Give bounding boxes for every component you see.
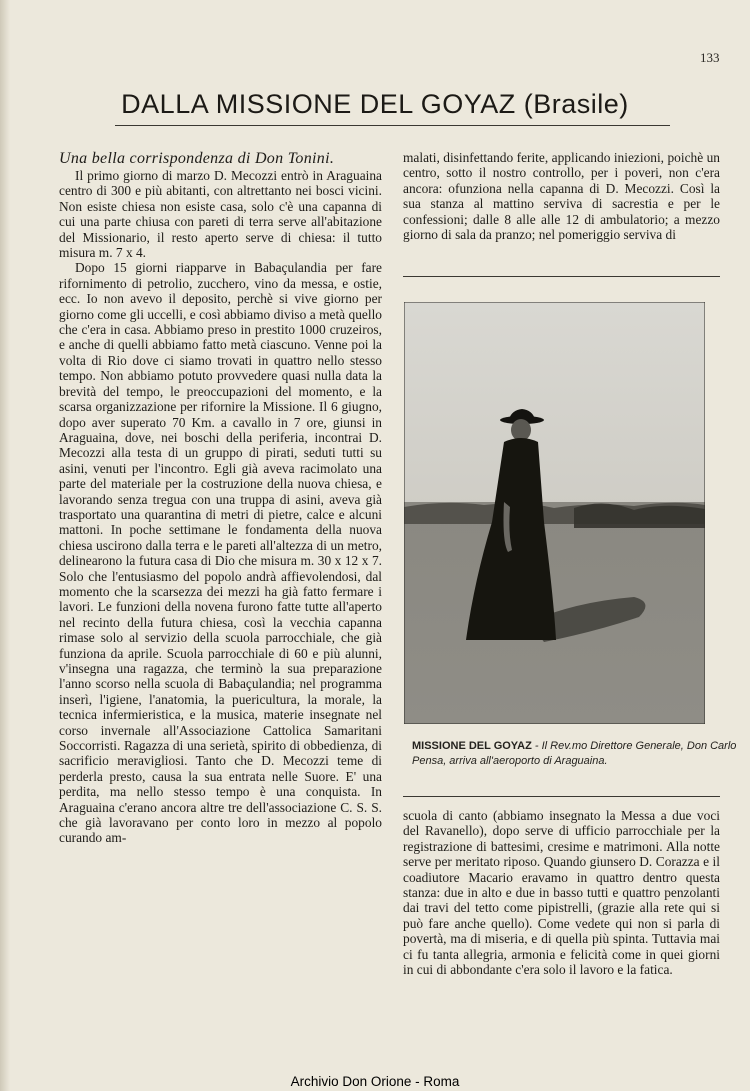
article-continuation-bottom: scuola di canto (abbiamo insegnato la Messa a due voci del Ravanello), dopo serve di ufficio parrocchiale per la registrazione di battesimi, cresime e matrimoni. Alla notte serve per meritato riposo. Quando giunsero D. Corazza e il coadiutore Macario eravamo in quattro dentro questa stanza: due in alto e due in basso tutti e quattro penzolanti dai travi del tetto come pipistrelli, (grazie alla rete qui si può fare anche quello). Come vedete qui non si parla di povertà, ma di miseria, e di quella più spinta. Tuttavia mai ci fu tanta allegria, armonia e felicità come in quei giorni in cui di abbondante c'era solo il lavoro e la fatica. bbox=[403, 808, 720, 978]
article-left-column bbox=[59, 150, 382, 846]
column-rule-top bbox=[403, 276, 720, 277]
caption-label: MISSIONE DEL GOYAZ bbox=[412, 740, 532, 752]
title-rule bbox=[115, 125, 670, 126]
page-title: DALLA MISSIONE DEL GOYAZ (Brasile) bbox=[121, 89, 629, 119]
caption-text: - Il Rev.mo Direttore Generale, Don Carlo Pensa, arriva all'aeroporto di Araguaina. bbox=[412, 740, 737, 767]
archive-footer: Archivio Don Orione - Roma bbox=[290, 1074, 460, 1089]
article-paragraph-1: Il primo giorno di marzo D. Mecozzi entrò in Araguaina centro di 300 e più abitanti, con altrettanto nei bosci vicini. Non esiste chiesa non esiste casa, solo c'è una capanna di cui una parte chiusa con pareti di terra serve all'abitazione del Missionario, il resto aperto serve di chiesa: il tutto misura m. 7 x 4. bbox=[59, 168, 382, 261]
article-paragraph-2: Dopo 15 giorni riapparve in Babaçulandia per fare rifornimento di petrolio, zucchero, vino da messa, e ostie, ecc. Io non avevo il deposito, perchè si vive giorno per giorno come gli uccelli, e così abbiamo diviso a metà quello che c'era in casa. Abbiamo preso in prestito 1000 cruzeiros, e anche di quelli abbiamo fatto metà ciascuno. Venne poi la volta di Rio dove ci siamo trovati in quattro nello stesso tempo. Non abbiamo potuto provvedere quasi nulla data la brevità del tempo, le preoccupazioni del momento, e la scarsa organizzazione per rifornire la Missione. Il 6 giugno, dopo aver superato 70 Km. a cavallo in 7 ore, giunsi in Araguaina, dove, nei boschi della periferia, incontrai D. Mecozzi alla testa di un gruppo di pirati, seduti tutti su asini, venuti per l'incontro. Egli già aveva racimolato una parte del materiale per la costruzione della nuova chiesa, e lavorando senza tregua con una truppa di asini, aveva già trasportato una quarantina di metri di pietre, calce e alcuni mattoni. In poche settimane le fondamenta della nuova chiesa uscirono dalla terra e le pareti all'altezza di un metro, delinearono la futura casa di Dio che misura m. 30 x 12 x 7. Solo che l'entusiasmo del popolo andrà affievolendosi, dal momento che la scarsezza dei mezzi ha già fatto fermare i lavori. Le funzioni della novena furono fatte tutte all'aperto nel recinto della futura chiesa, così la vecchia capanna rimase solo al servizio della scuola parrocchiale, che già funziona da aprile. Scuola parrocchiale di 60 e più alunni, v'insegna una ragazza, che terminò la sua preparazione l'anno scorso nella scuola di Babaçulandia; nel programma inserì, l'igiene, l'anatomia, la puericultura, la morale, la tecnica infermieristica, e la musica, materie insegnate nel corso invernale all'Associazione Cattolica Samaritani Soccorristi. Ragazza di una serietà, spirito di obbedienza, di sacrificio meravigliosi. Tanto che D. Mecozzi teme di perderla presto, causa la sua entrata nelle Suore. E' una perdita, ma nello stesso tempo è una conquista. In Araguaina c'erano ancora altre tre dell'associazione C. S. S. che già lavoravano per conto loro in mezzo al popolo curando am- bbox=[59, 260, 382, 846]
page-number: 133 bbox=[700, 50, 720, 65]
photo-missionary-at-airport bbox=[404, 302, 705, 724]
article-subtitle: Una bella corrispondenza di Don Tonini. bbox=[59, 150, 335, 167]
article-right-column-bottom bbox=[403, 808, 720, 977]
article-right-column-top bbox=[403, 150, 720, 242]
column-rule-bottom bbox=[403, 796, 720, 797]
page-binding-edge bbox=[0, 0, 10, 1091]
article-continuation-top: malati, disinfettando ferite, applicando iniezioni, poichè un centro, sotto il nostro controllo, per i poveri, non c'era ancora: ofunziona nella capanna di D. Mecozzi. Così la sua stanza al mattino serviva di sacrestia e per le confessioni; dalle 8 alle alle 12 di ambulatorio; a mezzo giorno di sala da pranzo; nel pomeriggio serviva di bbox=[403, 150, 720, 243]
photo-caption bbox=[412, 739, 750, 769]
photo-illustration bbox=[404, 302, 705, 724]
